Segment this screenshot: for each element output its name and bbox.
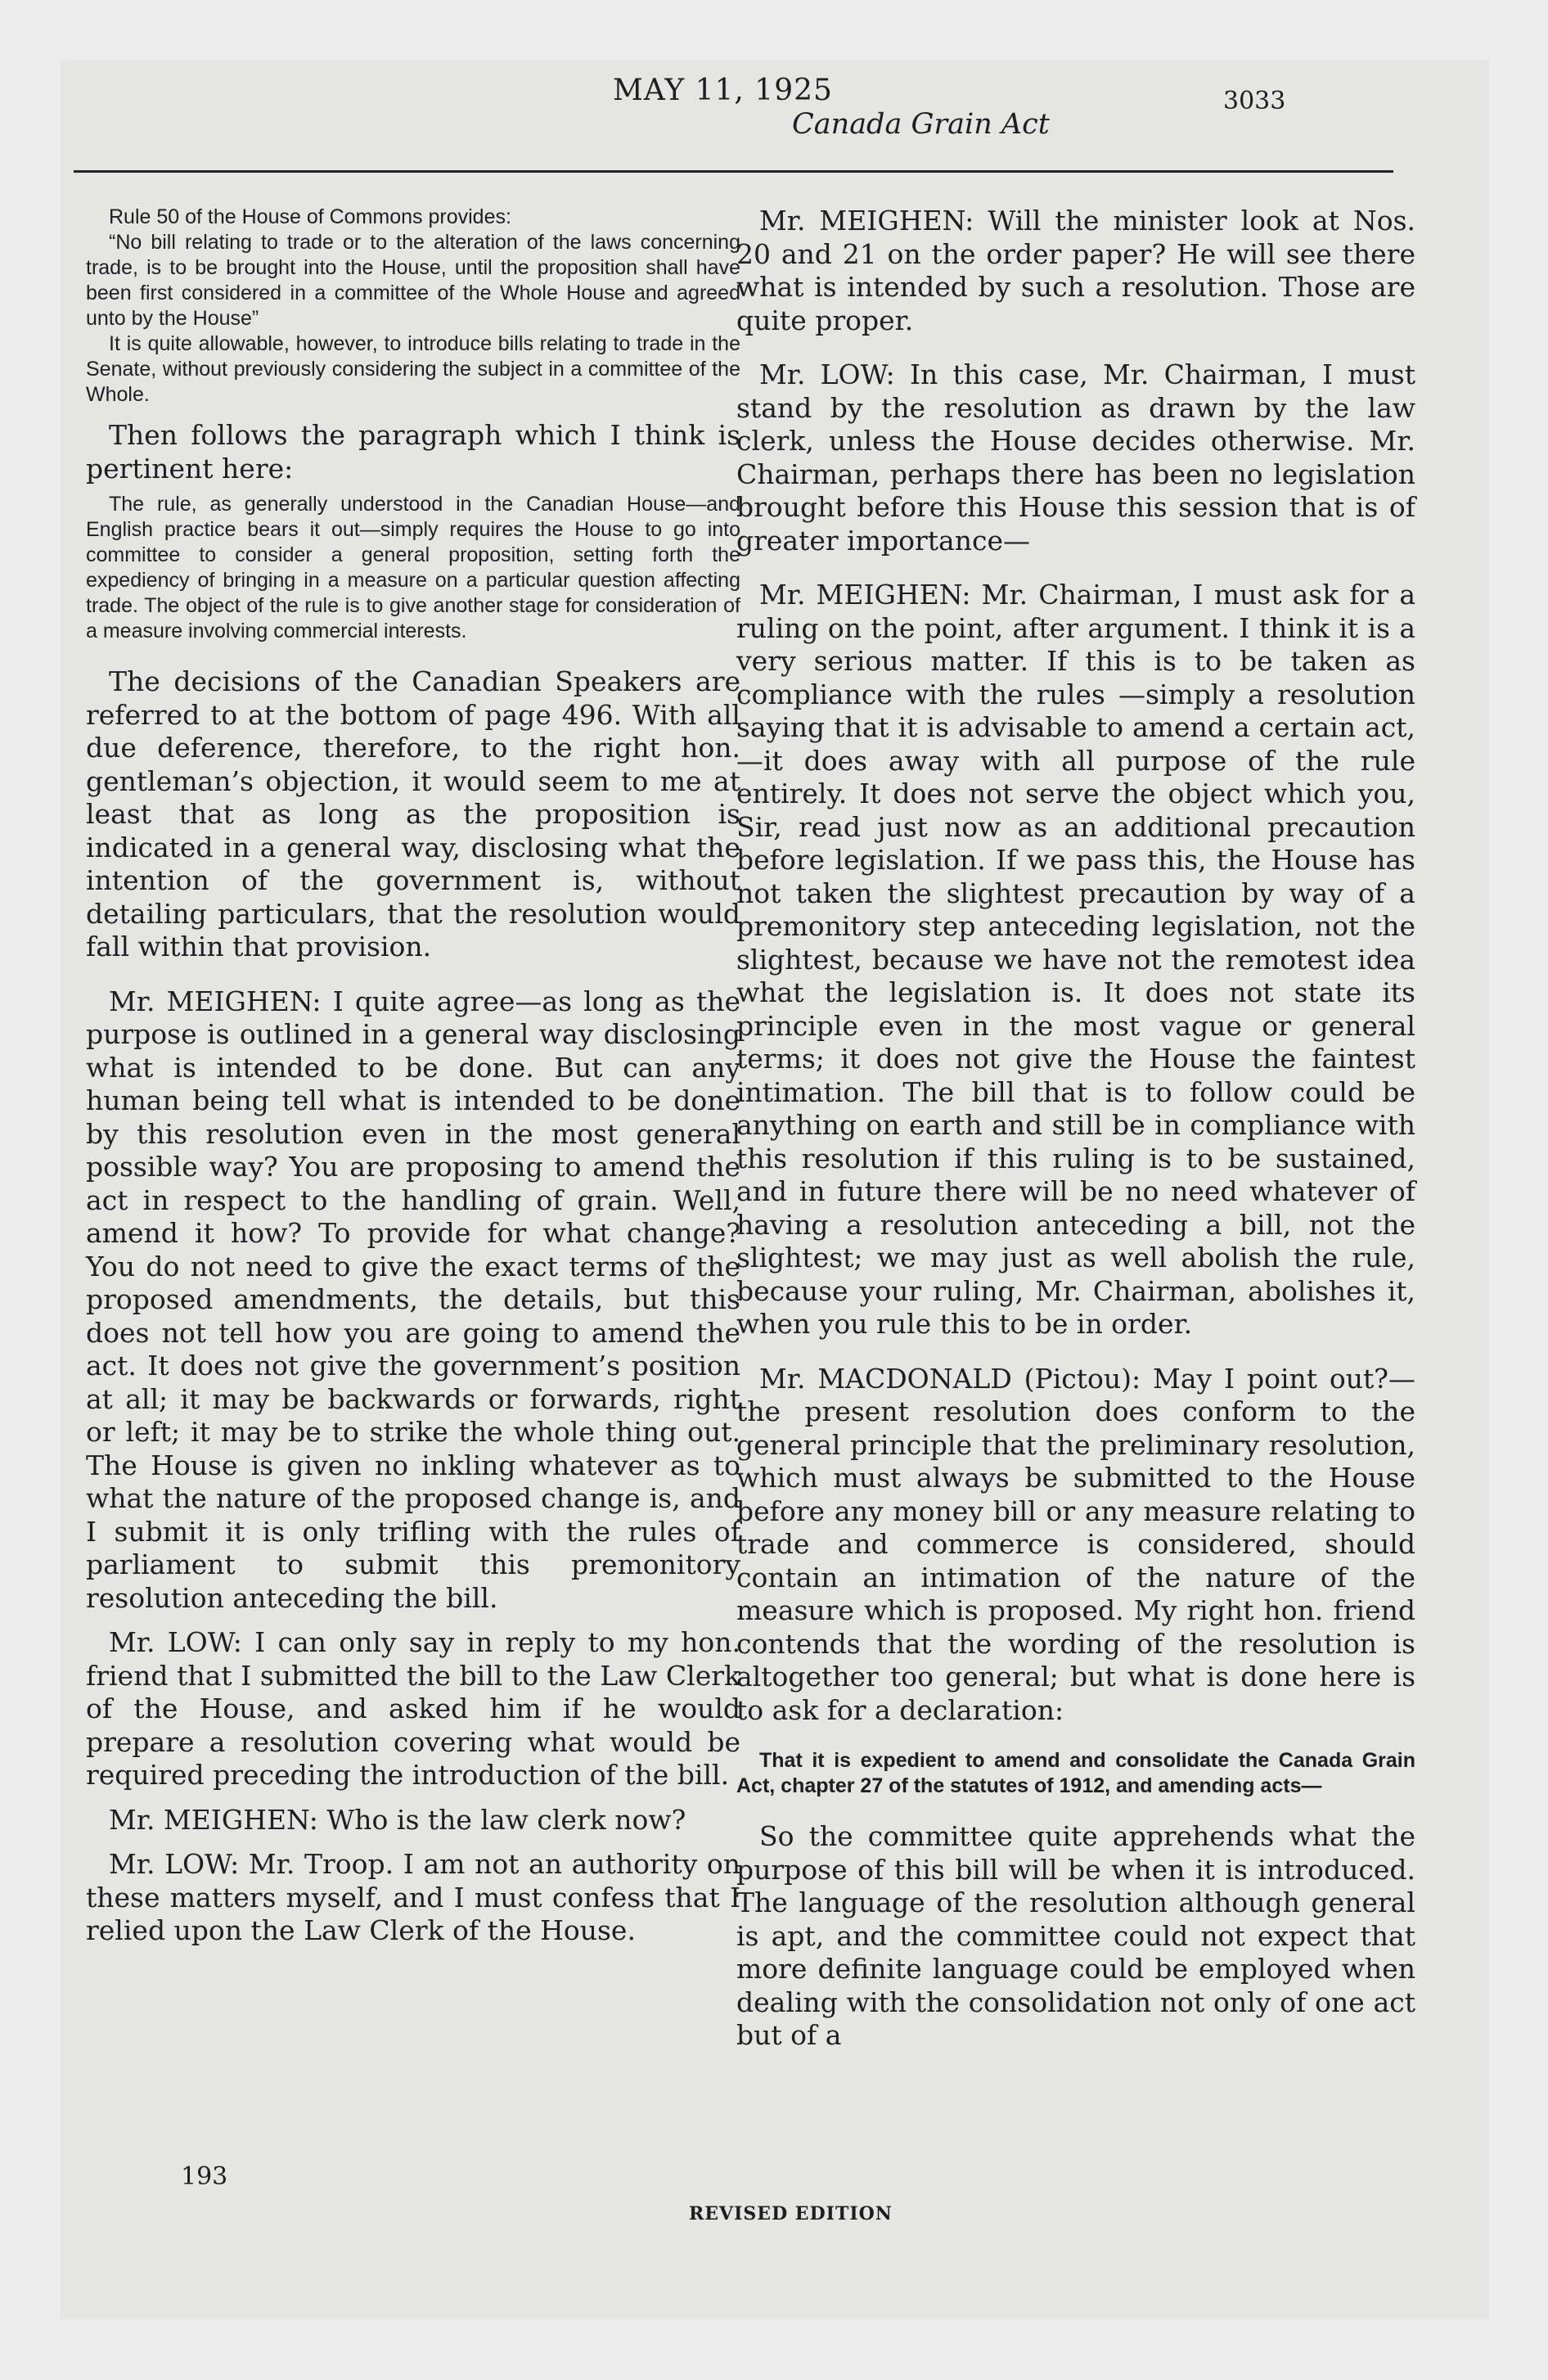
footer-edition: REVISED EDITION	[689, 2203, 893, 2224]
paragraph: The decisions of the Canadian Speakers are referred to at the bottom of page 496. With all due deference, therefore, to the right hon. gentleman’s objection, it would seem to me at least that as long as the proposition is indicated in a general way, disclosing what the intention of the government is, without detailing particulars, that the resolution would fall within that provision.	[86, 665, 740, 962]
speech-macdonald: Mr. MACDONALD (Pictou): May I point out?—the present resolution does conform to the general principle that the preliminary resolution, which must always be submitted to the House before any money bill or any measure relating to trade and commerce is considered, should contain an intimation of the nature of the measure which is proposed. My right hon. friend contends that the wording of the resolution is altogether too general; but what is done here is to ask for a declaration:	[736, 1362, 1415, 1726]
speech-meighen: Mr. MEIGHEN: Will the minister look at Nos. 20 and 21 on the order paper? He will see there what is intended by such a resolution. Those are quite proper.	[736, 205, 1415, 336]
page-number: 3033	[1223, 87, 1286, 115]
rule50-note: It is quite allowable, however, to introduce bills relating to trade in the Senate, without previously considering the subject in a committee of the Whole.	[86, 332, 740, 406]
paragraph: Then follows the paragraph which I think is pertinent here:	[86, 419, 740, 485]
speech-meighen: Mr. MEIGHEN: I quite agree—as long as the purpose is outlined in a general way disclosing what is intended to be done. But can any human being tell what is intended to be done by this resolution even in the most general possible way? You are proposing to amend the act in respect to the handling of grain. Well, amend it how? To provide for what change? You do not need to give the exact terms of the proposed amendments, the details, but this does not tell how you are going to amend the act. It does not give the government’s position at all; it may be backwards or forwards, right or left; it may be to strike the whole thing out. The House is given no inkling whatever as to what the nature of the proposed change is, and I submit it is only trifling with the rules of parliament to submit this premonitory resolution anteceding the bill.	[86, 985, 740, 1614]
speech-low: Mr. LOW: In this case, Mr. Chairman, I must stand by the resolution as drawn by the law clerk, unless the House decides otherwise. Mr. Chairman, perhaps there has been no legislation brought before this House this session that is of greater importance—	[736, 358, 1415, 557]
speech-meighen: Mr. MEIGHEN: Mr. Chairman, I must ask for a ruling on the point, after argument. I think it is a very serious matter. If this is to be taken as compliance with the rules —simply a resolution saying that it is advisable to amend a certain act,—it does away with all purpose of the rule entirely. It does not serve the object which you, Sir, read just now as an additional precaution before legislation. If we pass this, the House has not taken the slightest precaution by way of a premonitory step anteceding legislation, not the slightest, because we have not the remotest idea what the legislation is. It does not state its principle even in the most vague or general terms; it does not give the House the faintest intimation. The bill that is to follow could be anything on earth and still be in compliance with this resolution if this ruling is to be sustained, and in future there will be no need whatever of having a resolution anteceding a bill, not the slightest; we may just as well abolish the rule, because your ruling, Mr. Chairman, abolishes it, when you rule this to be in order.	[736, 579, 1415, 1340]
paragraph: So the committee quite apprehends what the purpose of this bill will be when it is introduced. The language of the resolution although general is apt, and the committee could not expect that more definite language could be employed when dealing with the consolidation not only of one act but of a	[736, 1820, 1415, 2051]
rule50-intro: Rule 50 of the House of Commons provides:	[109, 205, 511, 228]
speech-low: Mr. LOW: Mr. Troop. I am not an authority on these matters myself, and I must confess that I relied upon the Law Clerk of the House.	[86, 1848, 740, 1946]
header-rule	[74, 170, 1393, 173]
footer-number: 193	[181, 2162, 228, 2191]
rule-quote: The rule, as generally understood in the Canadian House—and English practice bears it out—simply requires the House to go into committee to consider a general proposition, setting forth the expediency of bringing in a measure on a particular question affecting trade. The object of the rule is to give another stage for consideration of a measure involving commercial interests.	[86, 493, 740, 642]
left-column	[86, 205, 740, 1948]
page-date: MAY 11, 1925	[613, 74, 833, 107]
rule50-quote: “No bill relating to trade or to the alteration of the laws concerning trade, is to be brought into the House, until the proposition shall have been first considered in a committee of the Whole House and agreed unto by the House”	[86, 231, 740, 330]
speech-low: Mr. LOW: I can only say in reply to my hon. friend that I submitted the bill to the Law Clerk of the House, and asked him if he would prepare a resolution covering what would be required preceding the introduction of the bill.	[86, 1626, 740, 1791]
right-column	[736, 205, 1415, 2053]
speech-meighen: Mr. MEIGHEN: Who is the law clerk now?	[109, 1803, 686, 1836]
resolution-quote: That it is expedient to amend and consolidate the Canada Grain Act, chapter 27 of the statutes of 1912, and amending acts—	[736, 1749, 1415, 1797]
page-title: Canada Grain Act	[792, 108, 1050, 141]
